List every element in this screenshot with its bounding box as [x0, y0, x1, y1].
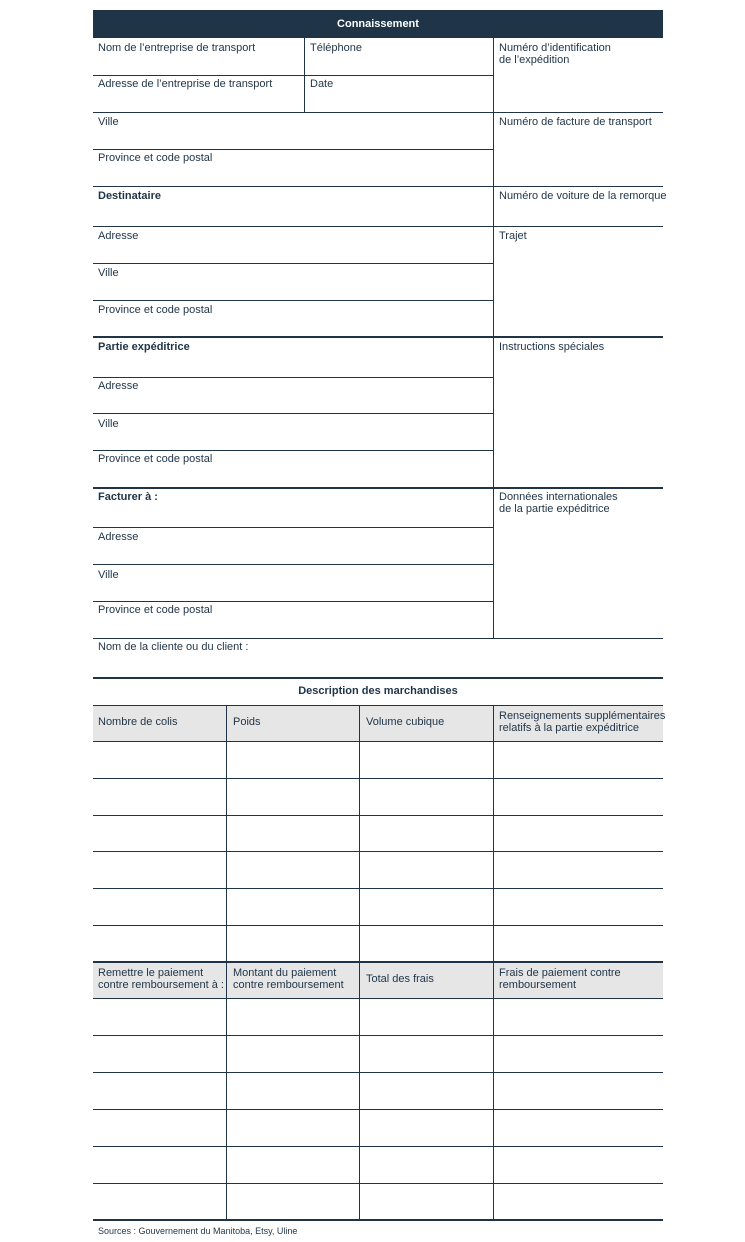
consignee-label: Destinataire [98, 190, 161, 202]
amount-header-2: contre remboursement [233, 979, 344, 991]
table-row-line [93, 741, 663, 742]
form-title: Connaissement [93, 10, 663, 38]
section-divider [93, 487, 663, 489]
shipper-label: Partie expéditrice [98, 341, 190, 353]
divider [93, 186, 663, 187]
bill-to-label: Facturer à : [98, 491, 158, 503]
total-header: Total des frais [366, 973, 434, 985]
divider [93, 377, 493, 378]
consignee-city-label: Ville [98, 267, 119, 279]
shipment-id-label-2: de l’expédition [499, 54, 570, 66]
column-divider [493, 38, 494, 638]
payment-col-divider [493, 963, 494, 1220]
payment-col-divider [226, 963, 227, 1220]
divider [93, 527, 493, 528]
payment-col-divider [359, 963, 360, 1220]
remit-header-2: contre remboursement à : [98, 979, 224, 991]
shipper-city-label: Ville [98, 418, 119, 430]
consignee-address-label: Adresse [98, 230, 139, 242]
volume-header: Volume cubique [366, 716, 445, 728]
table-row-line [93, 1183, 663, 1184]
intl-data-label-2: de la partie expéditrice [499, 503, 610, 515]
divider [93, 263, 493, 264]
divider [93, 149, 493, 150]
table-row-line [93, 1072, 663, 1073]
divider [93, 300, 493, 301]
goods-col-divider [226, 705, 227, 962]
trailer-number-label: Numéro de voiture de la remorque [499, 190, 667, 202]
sources-footer: Sources : Gouvernement du Manitoba, Etsy, Uline [98, 1226, 298, 1236]
shipper-address-label: Adresse [98, 380, 139, 392]
fees-header-2: remboursement [499, 979, 577, 991]
client-name-label: Nom de la cliente ou du client : [98, 641, 249, 653]
invoice-number-label: Numéro de facture de transport [499, 116, 652, 128]
city-label: Ville [98, 116, 119, 128]
section-divider [93, 336, 663, 338]
intl-data-label-1: Données internationales [499, 491, 618, 503]
info-header-2: relatifs à la partie expéditrice [499, 722, 640, 734]
goods-col-divider [359, 705, 360, 962]
remit-header-1: Remettre le paiement [98, 967, 204, 979]
table-row-line [93, 998, 663, 999]
divider [93, 638, 663, 639]
table-row-line [93, 1146, 663, 1147]
amount-header-1: Montant du paiement [233, 967, 337, 979]
province-postal-label: Province et code postal [98, 152, 213, 164]
weight-header: Poids [233, 716, 261, 728]
table-row-line [93, 815, 663, 816]
table-bottom-line [93, 1219, 663, 1221]
section-divider [93, 677, 663, 679]
bill-to-address-label: Adresse [98, 531, 139, 543]
divider [93, 112, 663, 113]
carrier-address-label: Adresse de l’entreprise de transport [98, 78, 273, 90]
divider [93, 413, 493, 414]
divider [93, 601, 493, 602]
table-row-line [93, 1035, 663, 1036]
carrier-name-label: Nom de l’entreprise de transport [98, 42, 256, 54]
table-row-line [93, 888, 663, 889]
date-label: Date [310, 78, 334, 90]
shipper-province-label: Province et code postal [98, 453, 213, 465]
goods-title: Description des marchandises [298, 685, 458, 697]
phone-label: Téléphone [310, 42, 362, 54]
table-row-line [93, 778, 663, 779]
goods-col-divider [493, 705, 494, 962]
info-header-1: Renseignements supplémentaires [499, 710, 666, 722]
divider [93, 564, 493, 565]
table-row-line [93, 1109, 663, 1110]
packages-header: Nombre de colis [98, 716, 178, 728]
route-label: Trajet [499, 230, 527, 242]
table-row-line [93, 851, 663, 852]
shipment-id-label-1: Numéro d’identification [499, 42, 611, 54]
bill-to-province-label: Province et code postal [98, 604, 213, 616]
bill-to-city-label: Ville [98, 569, 119, 581]
divider [93, 75, 493, 76]
divider [93, 226, 663, 227]
special-instructions-label: Instructions spéciales [499, 341, 605, 353]
fees-header-1: Frais de paiement contre [499, 967, 621, 979]
consignee-province-label: Province et code postal [98, 304, 213, 316]
table-row-line [93, 925, 663, 926]
divider [93, 450, 493, 451]
